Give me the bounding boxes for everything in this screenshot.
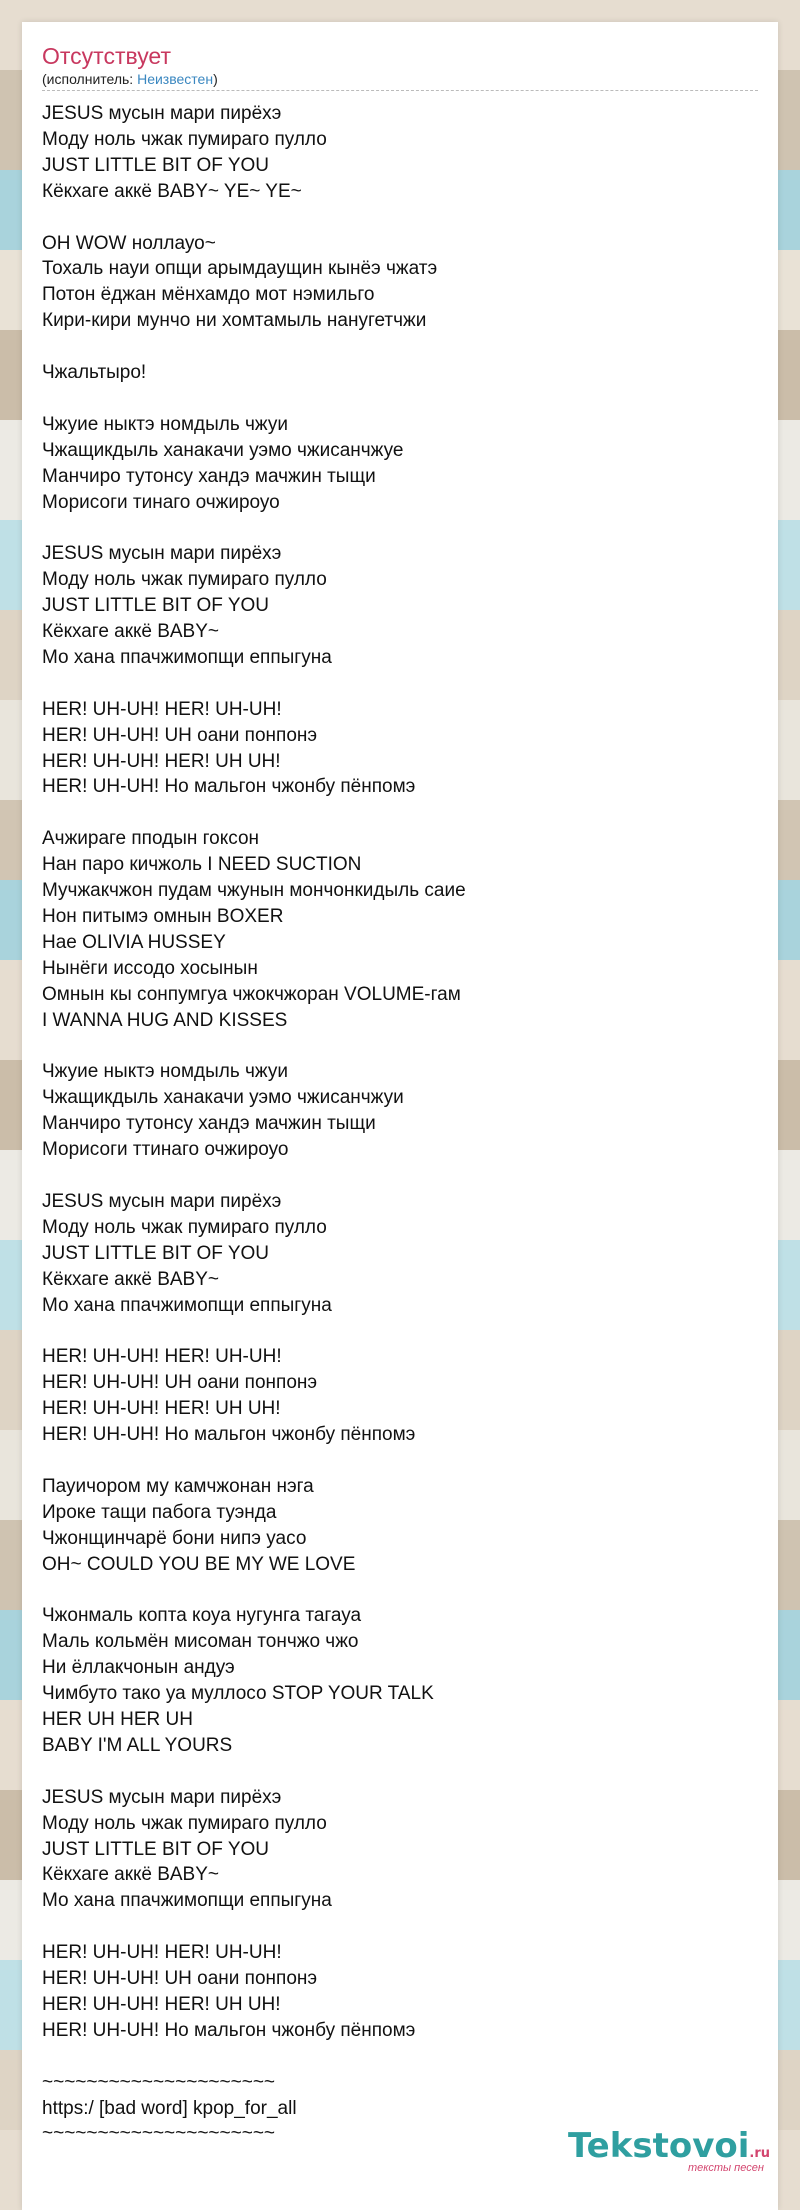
lyrics-line: JUST LITTLE BIT OF YOU [42, 154, 269, 176]
lyrics-card [22, 22, 778, 2210]
lyrics-blank-line [42, 671, 758, 697]
lyrics-line: Нон питымэ омнын BOXER [42, 906, 284, 927]
lyrics-line: Моду ноль чжак пумираго пулло [42, 128, 327, 150]
lyrics-blank-line [42, 1759, 758, 1785]
lyrics-line: Моду ноль чжак пумираго пулло [42, 1812, 327, 1834]
lyrics-line: Кири-кири мунчо ни хомтамыль нанугетчжи [42, 310, 427, 332]
lyrics-line: Моду ноль чжак пумираго пулло [42, 569, 327, 591]
lyrics-line: Нынёги иссодо хосынын [42, 957, 258, 979]
lyrics-line: Кёкхаге аккё BABY~ [42, 1268, 219, 1290]
lyrics-line: Ачжираге пподын гоксон [42, 828, 260, 850]
logo-tagline: тексты песен [688, 2162, 764, 2174]
lyrics-line: I WANNA HUG AND KISSES [42, 1009, 288, 1031]
lyrics-line: HER! UH-UH! UH оани понпонэ [42, 724, 318, 746]
lyrics-line: HER! UH-UH! Но мальгон чжонбу пёнпомэ [42, 2019, 416, 2041]
artist-link[interactable]: Неизвестен [137, 71, 214, 87]
lyrics-blank-line [42, 1318, 758, 1344]
site-logo[interactable] [568, 2126, 768, 2186]
lyrics-line: Чжонмаль копта коуа нугунга тагауа [42, 1605, 362, 1627]
lyrics-line: OH WOW ноллауо~ [42, 232, 216, 254]
artist-prefix: (исполнитель: [42, 71, 138, 87]
lyrics-blank-line [42, 334, 758, 360]
lyrics-line: HER UH HER UH [42, 1709, 193, 1731]
lyrics-blank-line [42, 800, 758, 826]
lyrics-blank-line [42, 1034, 758, 1060]
lyrics-line: Чжуие ныктэ номдыль чжуи [42, 1061, 288, 1083]
lyrics-line: Кёкхаге аккё BABY~ [42, 621, 219, 643]
logo-tld: .ru [749, 2146, 770, 2161]
lyrics-line: Пауичором му камчжонан нэга [42, 1475, 314, 1497]
lyrics-line: HER! UH-UH! Но мальгон чжонбу пёнпомэ [42, 776, 416, 798]
lyrics-line: Чимбуто тако уа муллосо STOP YOUR TALK [42, 1683, 434, 1705]
lyrics-line: ~~~~~~~~~~~~~~~~~~~~~ [42, 2071, 276, 2093]
lyrics-line: HER! UH-UH! Но мальгон чжонбу пёнпомэ [42, 1424, 416, 1446]
lyrics-blank-line [42, 1163, 758, 1189]
lyrics-line: JESUS мусын мари пирёхэ [42, 1190, 282, 1212]
lyrics-blank-line [42, 1578, 758, 1604]
lyrics-line: Тохаль науи опщи арымдаущин кынёэ чжатэ [42, 258, 438, 280]
lyrics-line: HER! UH-UH! HER! UH UH! [42, 1993, 281, 2015]
lyrics-line: HER! UH-UH! HER! UH UH! [42, 750, 281, 772]
lyrics-line: JUST LITTLE BIT OF YOU [42, 1242, 269, 1264]
lyrics-line: JESUS мусын мари пирёхэ [42, 1786, 282, 1808]
lyrics-line: Манчиро тутонсу хандэ мачжин тыщи [42, 465, 376, 487]
lyrics-line: Мо хана ппачжимопщи еппыгуна [42, 646, 332, 668]
lyrics-line: Ни ёллакчонын андуэ [42, 1657, 235, 1679]
lyrics-blank-line [42, 1448, 758, 1474]
lyrics-line: JESUS мусын мари пирёхэ [42, 103, 282, 124]
lyrics-line: Морисоги ттинаго очжироуо [42, 1139, 289, 1161]
artist-line [42, 70, 758, 91]
lyrics-line: Моду ноль чжак пумираго пулло [42, 1216, 327, 1238]
lyrics-line: Чжуие ныктэ номдыль чжуи [42, 413, 288, 435]
lyrics-line: Потон ёджан мёнхамдо мот нэмильго [42, 284, 375, 306]
lyrics-line: JUST LITTLE BIT OF YOU [42, 1838, 269, 1860]
lyrics-line: Манчиро тутонсу хандэ мачжин тыщи [42, 1113, 376, 1135]
lyrics-line: Чжащикдыль ханакачи уэмо чжисанчжуи [42, 1087, 404, 1109]
lyrics-line: HER! UH-UH! HER! UH-UH! [42, 698, 282, 720]
lyrics-line: Мучжакчжон пудам чжунын мончонкидыль саие [42, 880, 466, 902]
lyrics-line: HER! UH-UH! UH оани понпонэ [42, 1968, 318, 1990]
lyrics-line: JUST LITTLE BIT OF YOU [42, 595, 269, 617]
lyrics-line: ~~~~~~~~~~~~~~~~~~~~~ [42, 2123, 276, 2145]
lyrics-line: JESUS мусын мари пирёхэ [42, 543, 282, 565]
lyrics-line: Маль кольмён мисоман тончжо чжо [42, 1631, 359, 1653]
lyrics-line: Чжонщинчарё бони нипэ уасо [42, 1527, 307, 1549]
lyrics-blank-line [42, 515, 758, 541]
lyrics-line: OH~ COULD YOU BE MY WE LOVE [42, 1553, 356, 1575]
lyrics-line: BABY I'M ALL YOURS [42, 1734, 233, 1756]
lyrics-line: Кёкхаге аккё BABY~ [42, 1864, 219, 1886]
lyrics-blank-line [42, 205, 758, 231]
lyrics-line: Омнын кы сонпумгуа чжокчжоран VOLUME-гам [42, 983, 461, 1005]
logo-main-text: Tekstovoi [568, 2126, 750, 2166]
artist-suffix: ) [213, 71, 218, 87]
lyrics-blank-line [42, 1914, 758, 1940]
lyrics-line: Чжальтыро! [42, 362, 147, 384]
lyrics-line: HER! UH-UH! HER! UH-UH! [42, 1942, 282, 1964]
lyrics-line: Нае OLIVIA HUSSEY [42, 931, 226, 953]
lyrics-line: Мо хана ппачжимопщи еппыгуна [42, 1890, 332, 1912]
lyrics-line: Чжащикдыль ханакачи уэмо чжисанчжуе [42, 439, 404, 461]
lyrics-line: HER! UH-UH! HER! UH-UH! [42, 1346, 282, 1368]
lyrics-blank-line [42, 386, 758, 412]
lyrics-line: HER! UH-UH! UH оани понпонэ [42, 1372, 318, 1394]
lyrics-line: HER! UH-UH! HER! UH UH! [42, 1398, 281, 1420]
lyrics-line: Нан паро кичжоль I NEED SUCTION [42, 854, 362, 876]
lyrics-line: https:/ [bad word] kpop_for_all [42, 2097, 297, 2119]
lyrics-blank-line [42, 2044, 758, 2070]
lyrics-text [42, 101, 758, 2147]
lyrics-line: Мо хана ппачжимопщи еппыгуна [42, 1294, 332, 1316]
lyrics-line: Ироке тащи пабога туэнда [42, 1501, 277, 1523]
lyrics-line: Кёкхаге аккё BABY~ YE~ YE~ [42, 180, 302, 202]
lyrics-line: Морисоги тинаго очжироуо [42, 491, 280, 513]
song-title: Отсутствует [42, 43, 171, 69]
